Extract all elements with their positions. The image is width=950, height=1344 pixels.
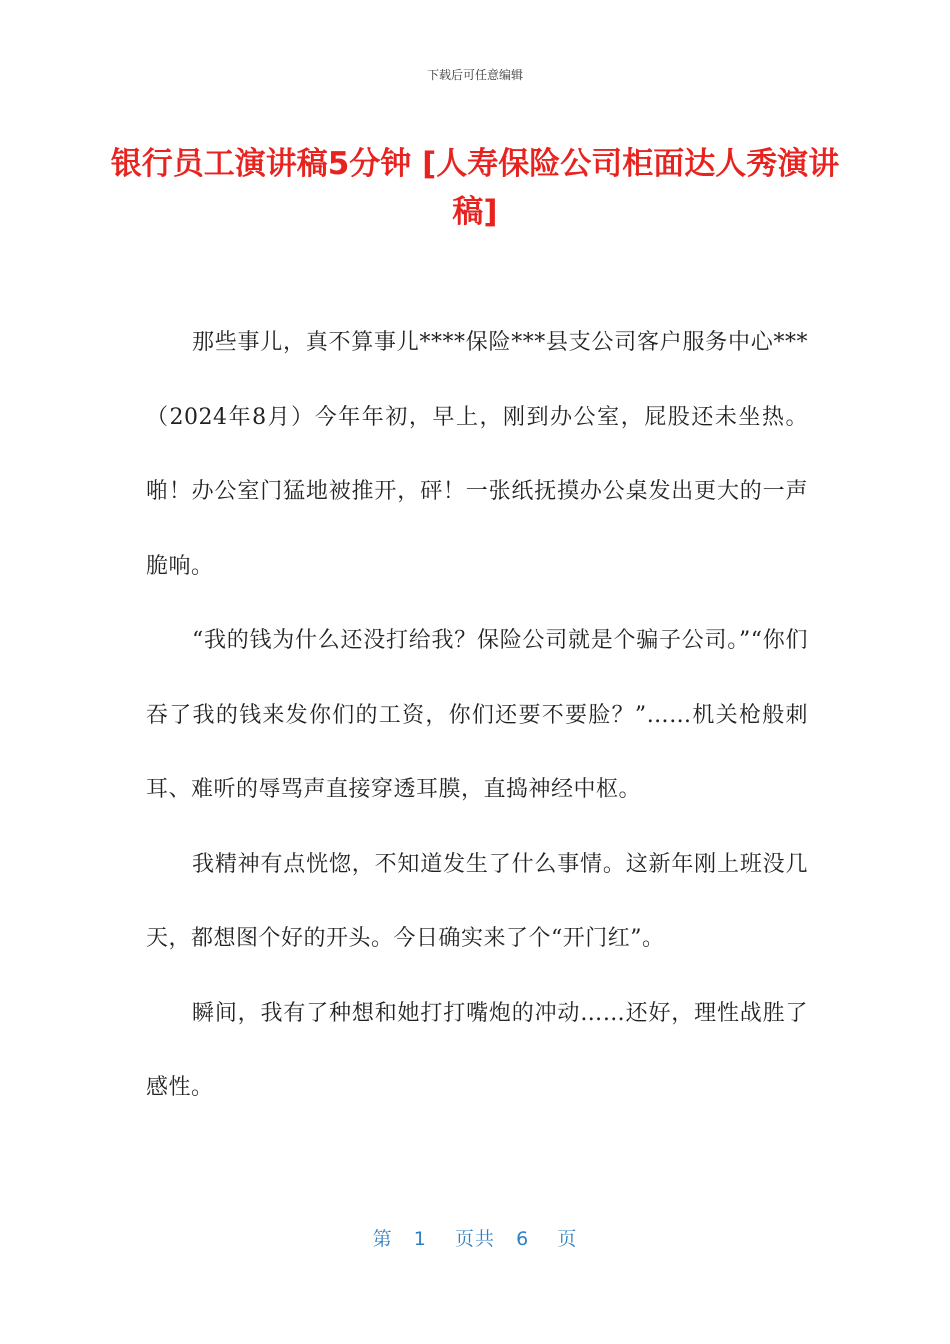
paragraph-3: 我精神有点恍惚，不知道发生了什么事情。这新年刚上班没几天，都想图个好的开头。今日确实来了个“开门红”。 — [146, 851, 808, 951]
page-middle: 页共 — [454, 1228, 495, 1250]
header-note: 下载后可任意编辑 — [426, 68, 523, 82]
paragraph-2: “我的钱为什么还没打给我？保险公司就是个骗子公司。”“你们吞了我的钱来发你们的工资，你们还要不要脸？”……机关枪般刺耳、难听的辱骂声直接穿透耳膜，直捣神经中枢。 — [146, 628, 808, 802]
page-suffix: 页 — [557, 1228, 578, 1250]
document-body — [146, 306, 808, 1126]
page-footer — [0, 1224, 950, 1251]
paragraph-4: 瞬间，我有了种想和她打打嘴炮的冲动……还好，理性战胜了感性。 — [146, 1000, 808, 1100]
total-pages-number: 6 — [516, 1228, 530, 1250]
paragraph-1: 那些事儿，真不算事儿****保险***县支公司客户服务中心***（2024年8月）今年年初，早上，刚到办公室，屁股还未坐热。啪！办公室门猛地被推开，砰！一张纸抚摸办公桌发出更大的一声脆响。 — [146, 330, 808, 579]
current-page-number: 1 — [413, 1228, 427, 1250]
document-title: 银行员工演讲稿5分钟 [人寿保险公司柜面达人秀演讲稿] — [110, 146, 840, 230]
page-prefix: 第 — [372, 1228, 393, 1250]
